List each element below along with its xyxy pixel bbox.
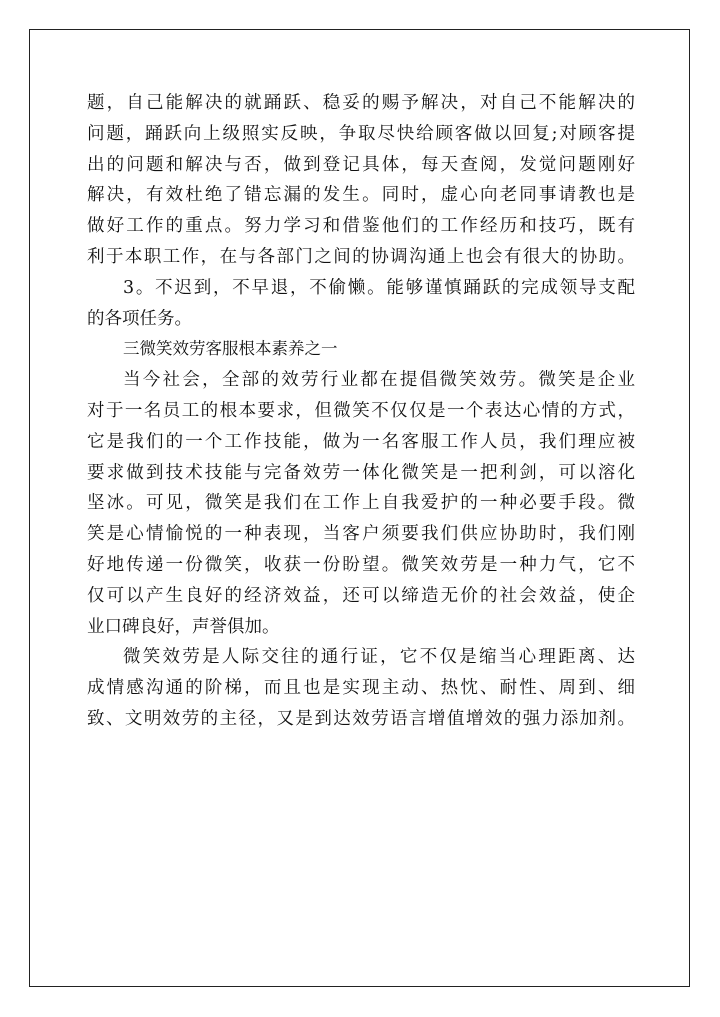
text-line: 当今社会，全部的效劳行业都在提倡微笑效劳。微笑是企业 (123, 370, 635, 391)
text-line: 它是我们的一个工作技能，做为一名客服工作人员，我们理应被 (87, 431, 635, 452)
text-line: 仅可以产生良好的经济效益，还可以缔造无价的社会效益，使企 (87, 585, 635, 606)
heading-text: 三微笑效劳客服根本素养之一 (123, 339, 338, 359)
text-line: 问题，踊跃向上级照实反映，争取尽快给顾客做以回复;对顾客提 (87, 123, 635, 144)
text-line: 成情感沟通的阶梯，而且也是实现主动、热忱、耐性、周到、细 (87, 678, 635, 699)
paragraph (87, 273, 635, 335)
text-line: 致、文明效劳的主径，又是到达效劳语言增值增效的强力添加剂。 (87, 708, 635, 729)
paragraph (87, 88, 635, 273)
text-line: 好地传递一份微笑，收获一份盼望。微笑效劳是一种力气，它不 (87, 554, 635, 575)
text-line: 笑是心情愉悦的一种表现，当客户须要我们供应协助时，我们刚 (87, 524, 635, 545)
text-line: 解决，有效杜绝了错忘漏的发生。同时，虚心向老同事请教也是 (87, 185, 635, 206)
document-body (87, 88, 635, 735)
text-line: 3。不迟到，不早退，不偷懒。能够谨慎踊跃的完成领导支配 (123, 277, 635, 298)
text-line: 要求做到技术技能与完备效劳一体化微笑是一把利剑，可以溶化 (87, 462, 635, 483)
text-line: 对于一名员工的根本要求，但微笑不仅仅是一个表达心情的方式， (87, 400, 635, 421)
text-line: 坚冰。可见，微笑是我们在工作上自我爱护的一种必要手段。微 (87, 493, 635, 514)
text-line: 出的问题和解决与否，做到登记具体，每天查阅，发觉问题刚好 (87, 154, 635, 175)
text-line: 业口碑良好，声誉俱加。 (87, 616, 280, 637)
text-line: 微笑效劳是人际交往的通行证，它不仅是缩当心理距离、达 (123, 647, 635, 668)
paragraph (87, 642, 635, 734)
section-heading (87, 334, 635, 365)
paragraph (87, 365, 635, 642)
text-line: 利于本职工作，在与各部门之间的协调沟通上也会有很大的协助。 (87, 246, 635, 267)
text-line: 题，自己能解决的就踊跃、稳妥的赐予解决，对自己不能解决的 (87, 93, 635, 113)
text-line: 的各项任务。 (87, 308, 192, 329)
text-line: 做好工作的重点。努力学习和借鉴他们的工作经历和技巧，既有 (87, 216, 635, 237)
